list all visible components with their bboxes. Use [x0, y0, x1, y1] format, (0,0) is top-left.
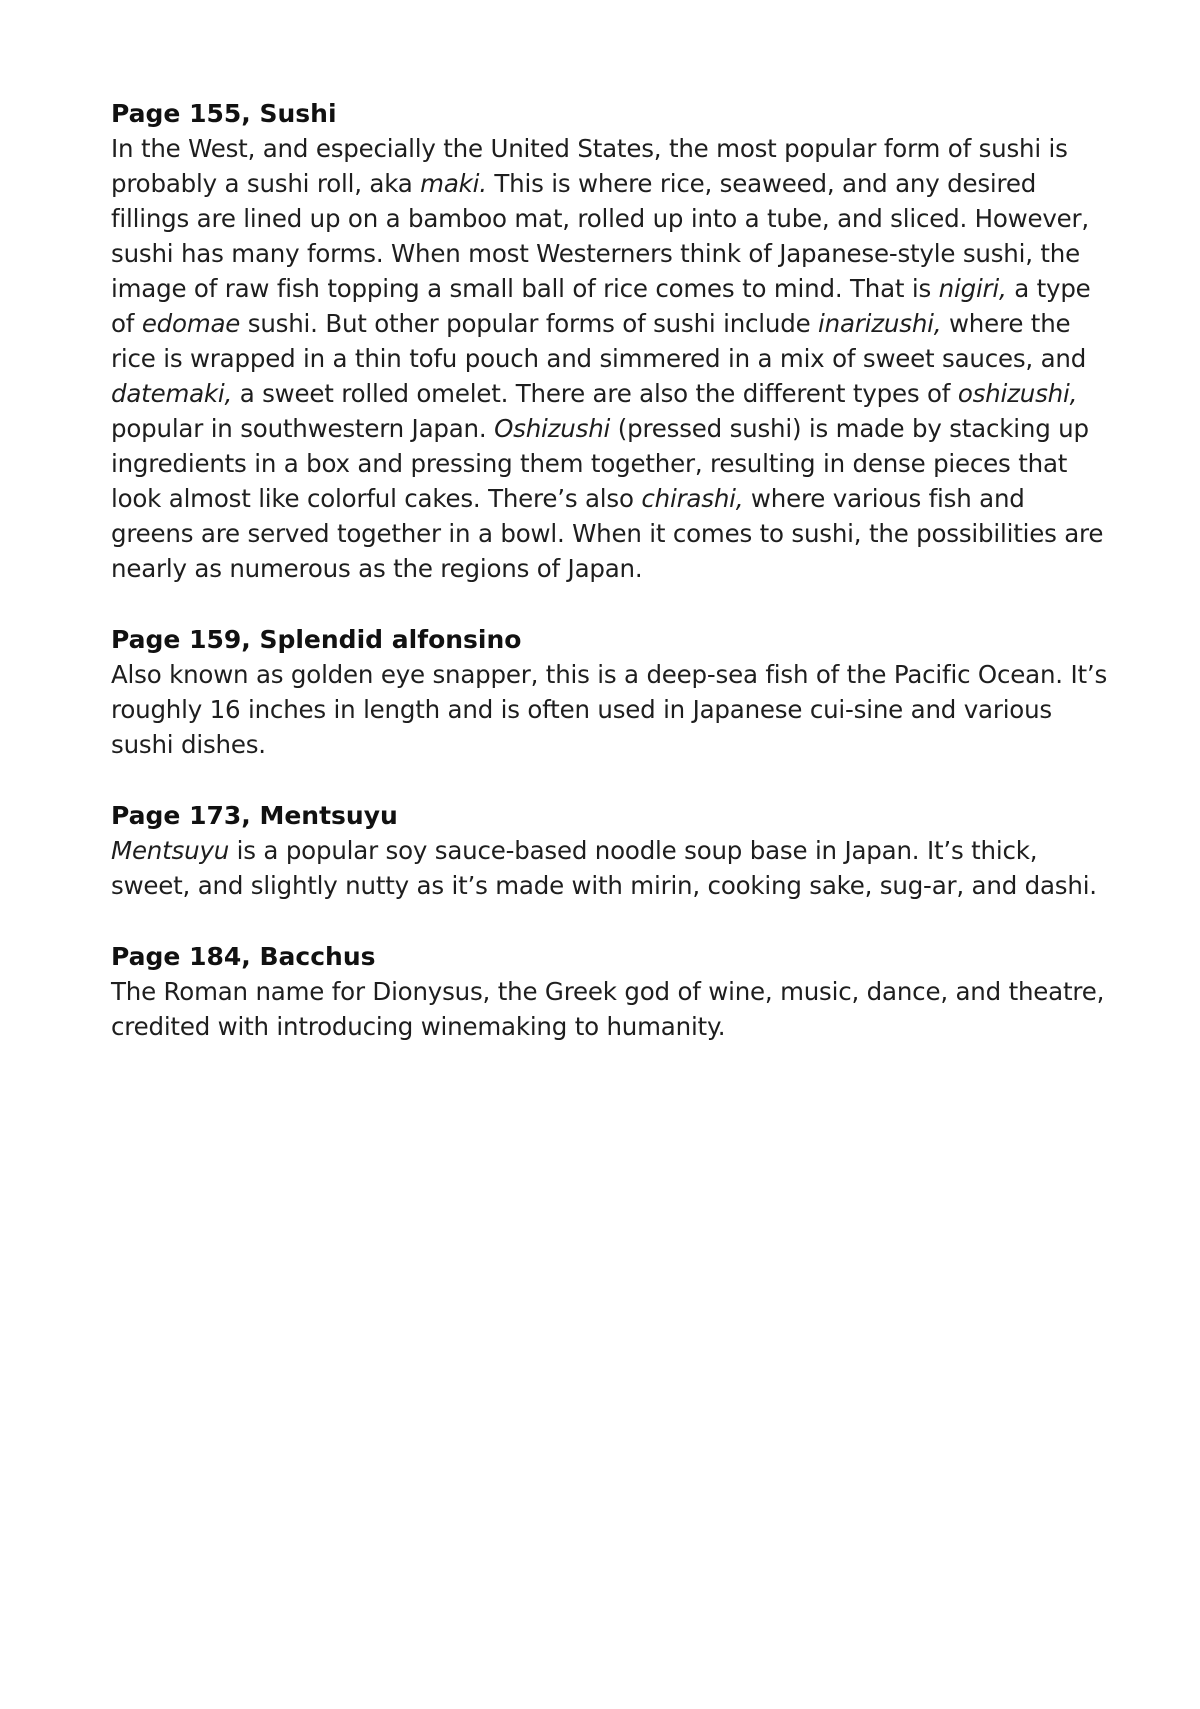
note-term: oshizushi, [957, 379, 1078, 408]
note-text: Also known as golden eye snapper, this is a deep-sea fish of the Pacific Ocean. It’s roughly 16 inches in length and is often used in Japanese cui-sine and various sushi dishes. [111, 660, 1108, 759]
note-body [111, 657, 1111, 762]
note-text: a sweet rolled omelet. There are also the different types of [232, 379, 958, 408]
note-splendid-alfonsino [111, 622, 1111, 762]
note-title: Page 184, Bacchus [111, 942, 376, 971]
translation-notes-page [111, 96, 1111, 1080]
note-title: Page 155, Sushi [111, 99, 337, 128]
note-text: is a popular soy sauce-based noodle soup base in Japan. It’s thick, sweet, and slightly nutty as it’s made with mirin, cooking sake, sug-ar, and dashi. [111, 836, 1097, 900]
note-term: inarizushi, [818, 309, 942, 338]
note-term: edomae [141, 309, 241, 338]
note-title: Page 173, Mentsuyu [111, 801, 398, 830]
note-text: This is where rice, seaweed, and any desired fillings are lined up on a bamboo mat, rolled up into a tube, and sliced. However, sushi has many forms. When most Westerners think of Japanese-style sushi, the image of raw fish topping a small ball of rice comes to mind. That is [111, 169, 1089, 303]
note-body [111, 131, 1111, 586]
note-text: where various fish and greens are served together in a bowl. When it comes to sushi, the possibilities are nearly as numerous as the regions of Japan. [111, 484, 1104, 583]
note-term: nigiri, [938, 274, 1007, 303]
note-text: (pressed sushi) is made by stacking up ingredients in a box and pressing them together, resulting in dense pieces that look almost like colorful cakes. There’s also [111, 414, 1089, 513]
note-text: In the West, and especially the United States, the most popular form of sushi is probably a sushi roll, aka [111, 134, 1068, 198]
note-body [111, 974, 1111, 1044]
note-term: chirashi, [641, 484, 744, 513]
note-title: Page 159, Splendid alfonsino [111, 625, 522, 654]
note-text: a type of [111, 274, 1091, 338]
note-body [111, 833, 1111, 903]
note-term: datemaki, [111, 379, 233, 408]
note-text: The Roman name for Dionysus, the Greek god of wine, music, dance, and theatre, credited with introducing winemaking to humanity. [111, 977, 1105, 1041]
note-term: Mentsuyu [111, 836, 230, 865]
note-text: sushi. But other popular forms of sushi include [240, 309, 819, 338]
note-term: Oshizushi [494, 414, 611, 443]
note-term: maki. [420, 169, 487, 198]
note-sushi [111, 96, 1111, 586]
note-mentsuyu [111, 798, 1111, 903]
note-text: where the rice is wrapped in a thin tofu pouch and simmered in a mix of sweet sauces, and [111, 309, 1087, 373]
note-bacchus [111, 939, 1111, 1044]
note-text: popular in southwestern Japan. [111, 414, 495, 443]
